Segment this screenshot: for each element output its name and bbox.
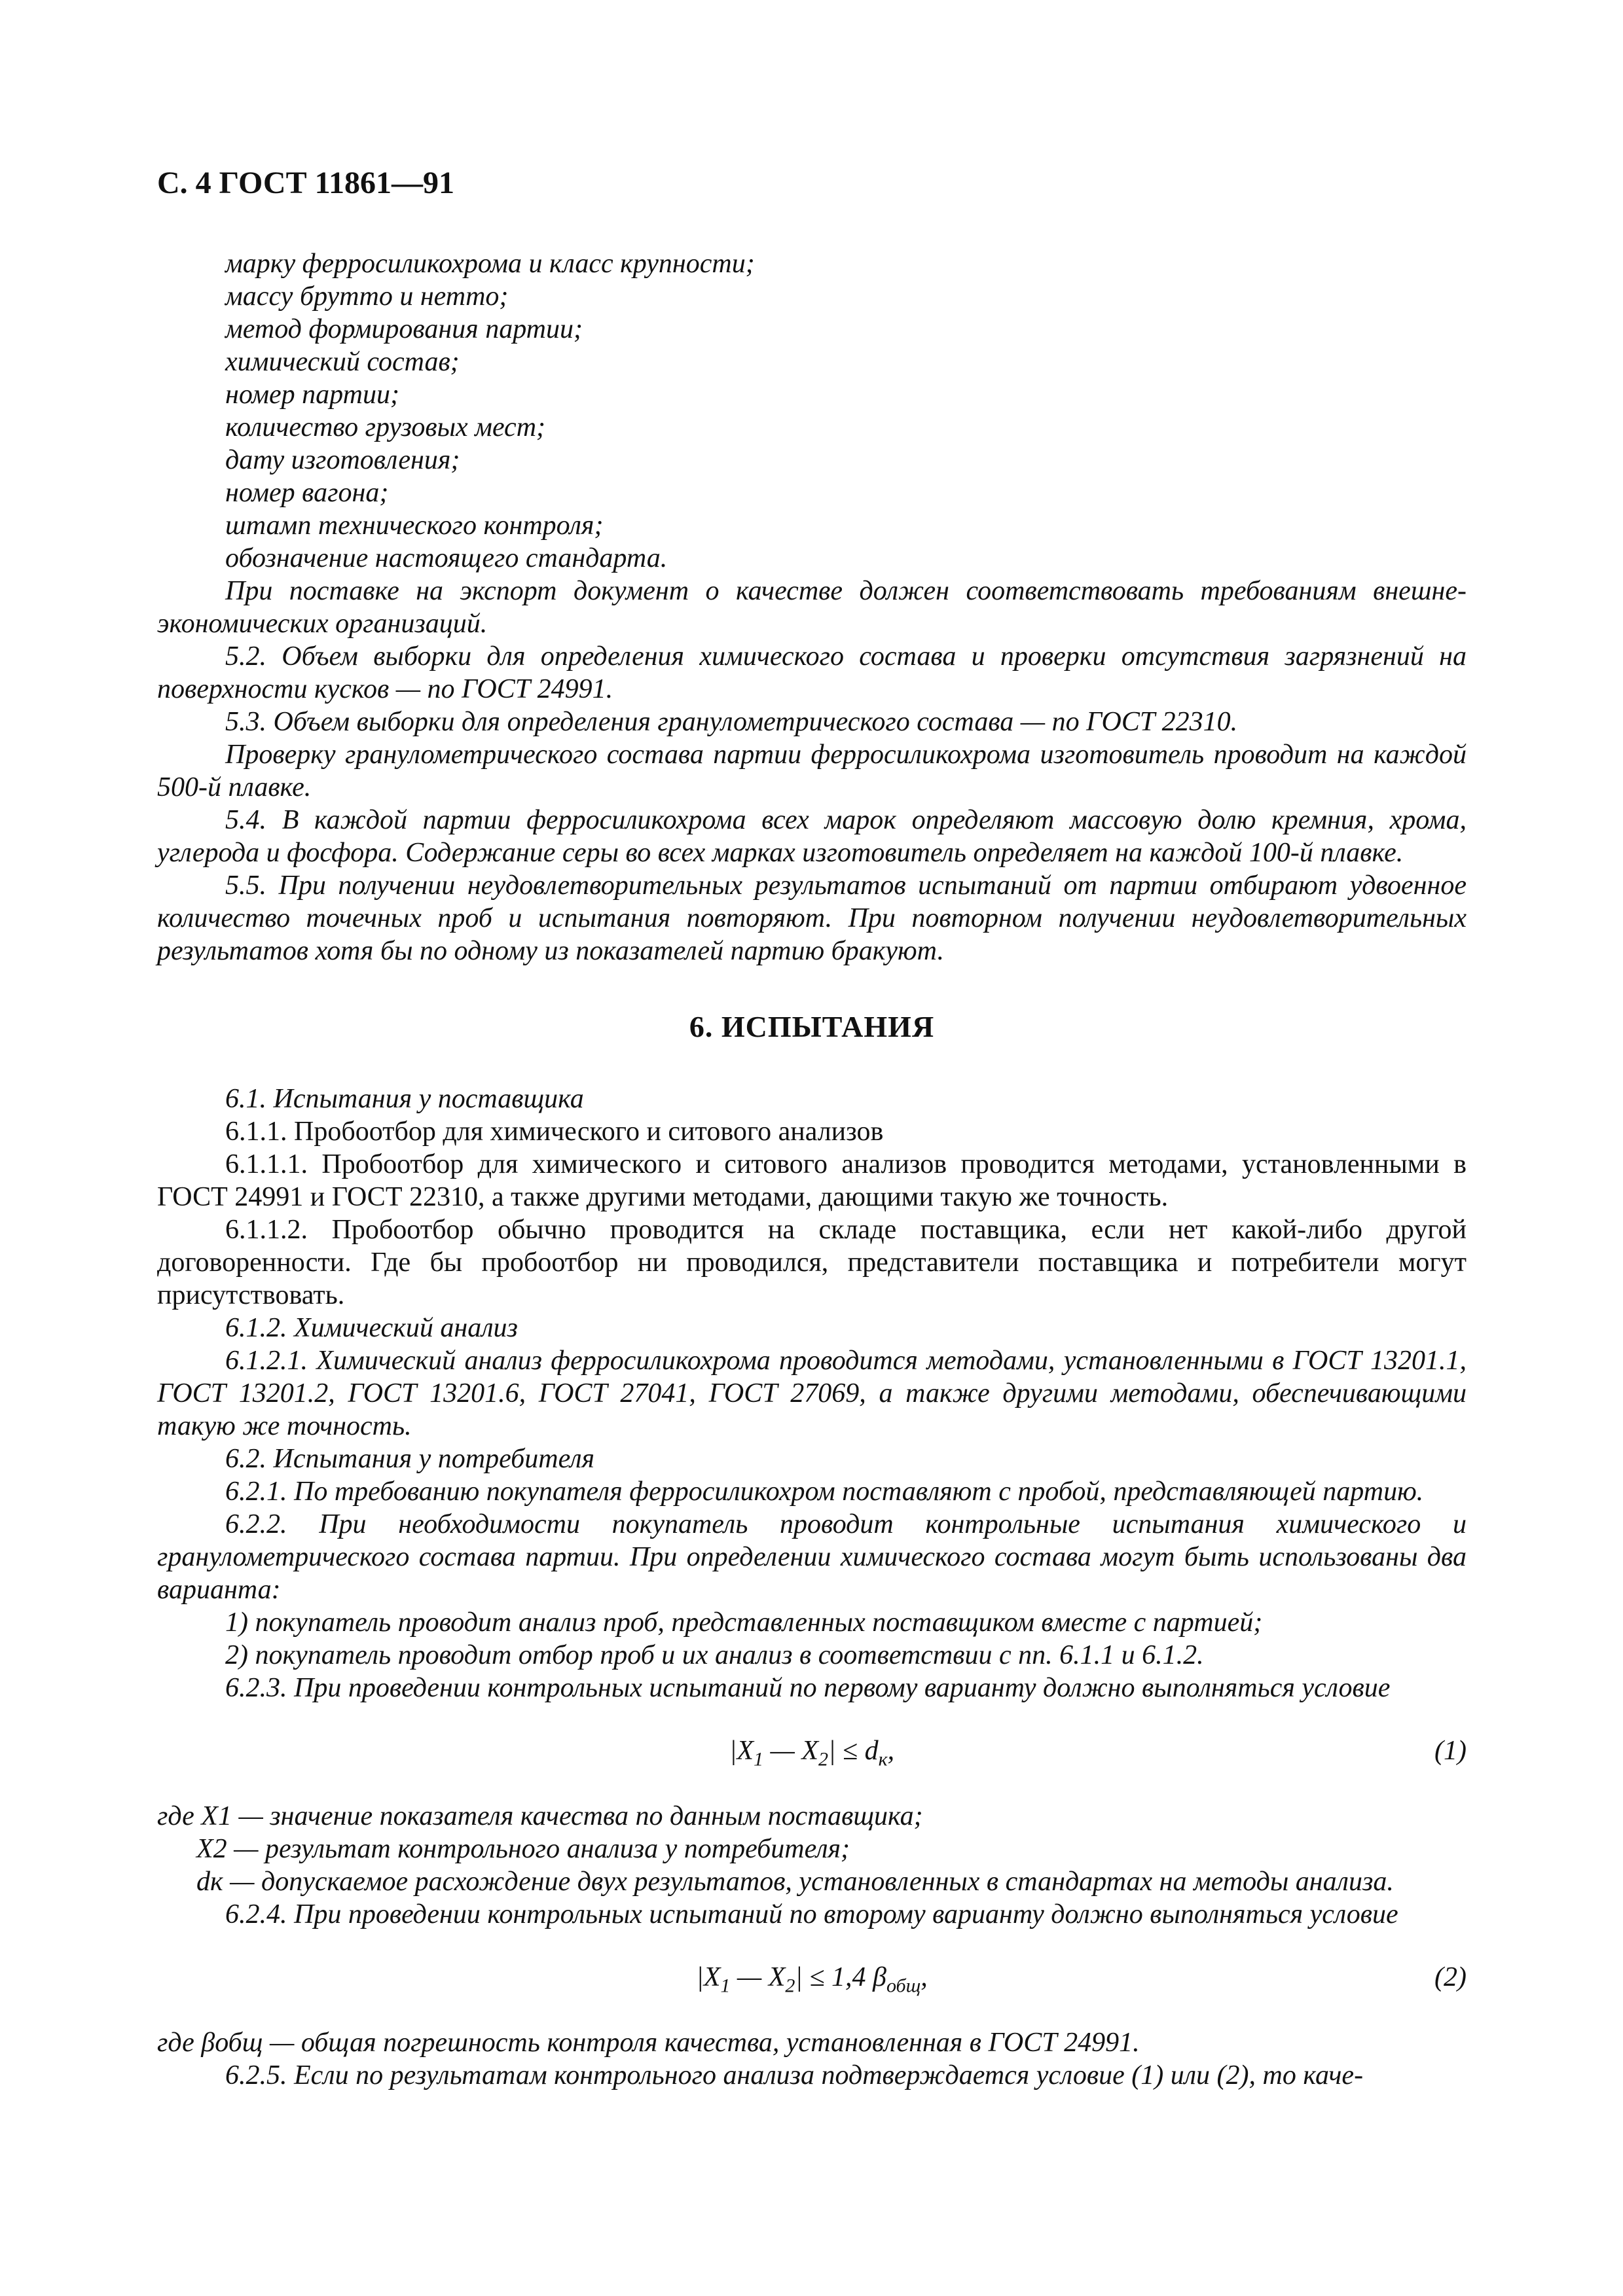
formula-1-expression: $|X_1$ — $X_2| \le d_к$, — [729, 1736, 895, 1770]
paragraph-6-2-3: 6.2.3. При проведении контрольных испытаний по первому варианту должно выполняться условие — [225, 1673, 1391, 1703]
paragraph-6-1-1-1: 6.1.1.1. Пробоотбор для химического и ситового анализов проводится методами, установленными в ГОСТ 24991 и ГОСТ 22310, а также другими методами, дающими такую же точность. — [157, 1149, 1467, 1212]
list-item: метод формирования партии; — [225, 314, 583, 344]
label-contents-list — [157, 247, 1467, 575]
formula-1-legend — [157, 1800, 1467, 1898]
legend-x2: X2 — результат контрольного анализа у потребителя; — [196, 1834, 850, 1864]
paragraph-5-2: 5.2. Объем выборки для определения химического состава и проверки отсутствия загрязнений на поверхности кусков — по ГОСТ 24991. — [157, 641, 1467, 704]
paragraph-granulometric: Проверку гранулометрического состава партии ферросиликохрома изготовитель проводит на каждой 500-й плавке. — [157, 740, 1467, 802]
formula-2-expression: $|X_1$ — $X_2| \le 1,4$ $\beta_{общ}$, — [696, 1962, 928, 1997]
paragraph-6-2-2: 6.2.2. При необходимости покупатель проводит контрольные испытания химического и гранулометрического состава партии. При определении химического состава могут быть использованы два варианта: — [157, 1509, 1467, 1605]
paragraph-5-3: 5.3. Объем выборки для определения гранулометрического состава — по ГОСТ 22310. — [225, 707, 1238, 737]
paragraph-6-2-5: 6.2.5. Если по результатам контрольного анализа подтверждается условие (1) или (2), то каче- — [225, 2060, 1364, 2090]
formula-1-number: (1) — [1434, 1736, 1467, 1766]
paragraph-6-2-4: 6.2.4. При проведении контрольных испытаний по второму варианту должно выполняться условие — [225, 1899, 1398, 1929]
paragraph-6-1-1-title: 6.1.1. Пробоотбор для химического и ситового анализов — [225, 1117, 884, 1147]
list-item: дату изготовления; — [225, 445, 460, 475]
legend-beta: где βобщ — общая погрешность контроля качества, установленная в ГОСТ 24991. — [157, 2028, 1140, 2058]
formula-2-legend — [157, 2026, 1467, 2059]
paragraph-6-2-1: 6.2.1. По требованию покупателя ферросиликохром поставляют с пробой, представляющей партию. — [225, 1477, 1424, 1507]
paragraph-6-1-2-title: 6.1.2. Химический анализ — [225, 1313, 518, 1343]
list-item: обозначение настоящего стандарта. — [225, 543, 668, 573]
list-item: номер партии; — [225, 380, 399, 410]
variant-1: 1) покупатель проводит анализ проб, представленных поставщиком вместе с партией; — [225, 1607, 1263, 1638]
paragraph-6-1-1-2: 6.1.1.2. Пробоотбор обычно проводится на складе поставщика, если нет какой-либо другой договоренности. Где бы пробоотбор ни проводился, представители поставщика и потребители могут присутствовать. — [157, 1215, 1467, 1310]
legend-x1: где X1 — значение показателя качества по данным поставщика; — [157, 1801, 923, 1831]
paragraph-6-1-title: 6.1. Испытания у поставщика — [225, 1084, 584, 1114]
list-item: марку ферросиликохрома и класс крупности; — [225, 249, 755, 279]
formula-1 — [157, 1734, 1467, 1770]
list-item: массу брутто и нетто; — [225, 281, 509, 312]
formula-2-number: (2) — [1434, 1962, 1467, 1992]
legend-dk: dк — допускаемое расхождение двух результатов, установленных в стандартах на методы анализа. — [196, 1867, 1394, 1897]
paragraph-6-1-2-1: 6.1.2.1. Химический анализ ферросиликохрома проводится методами, установленными в ГОСТ 13201.1, ГОСТ 13201.2, ГОСТ 13201.6, ГОСТ 27041, ГОСТ 27069, а также другими методами, обеспечивающими такую же точность. — [157, 1346, 1467, 1441]
section-heading: 6. ИСПЫТАНИЯ — [689, 1010, 935, 1043]
list-item: номер вагона; — [225, 478, 389, 508]
paragraph-6-2-title: 6.2. Испытания у потребителя — [225, 1444, 595, 1474]
list-item: штамп технического контроля; — [225, 511, 604, 541]
list-item: количество грузовых мест; — [225, 412, 546, 442]
paragraph-5-5: 5.5. При получении неудовлетворительных результатов испытаний от партии отбирают удвоенное количество точечных проб и испытания повторяют. При повторном получении неудовлетворительных результатов хотя бы по одному из показателей партию бракуют. — [157, 870, 1467, 966]
page-body — [157, 247, 1467, 2092]
running-head: С. 4 ГОСТ 11861—91 — [157, 166, 454, 200]
variant-2: 2) покупатель проводит отбор проб и их анализ в соответствии с пп. 6.1.1 и 6.1.2. — [225, 1640, 1204, 1670]
list-item: химический состав; — [225, 347, 460, 377]
paragraph-export: При поставке на экспорт документ о качестве должен соответствовать требованиям внешне-экономических организаций. — [157, 576, 1467, 639]
formula-2 — [157, 1961, 1467, 1997]
paragraph-5-4: 5.4. В каждой партии ферросиликохрома всех марок определяют массовую долю кремния, хрома, углерода и фосфора. Содержание серы во всех марках изготовитель определяет на каждой 100-й плавке. — [157, 805, 1467, 868]
